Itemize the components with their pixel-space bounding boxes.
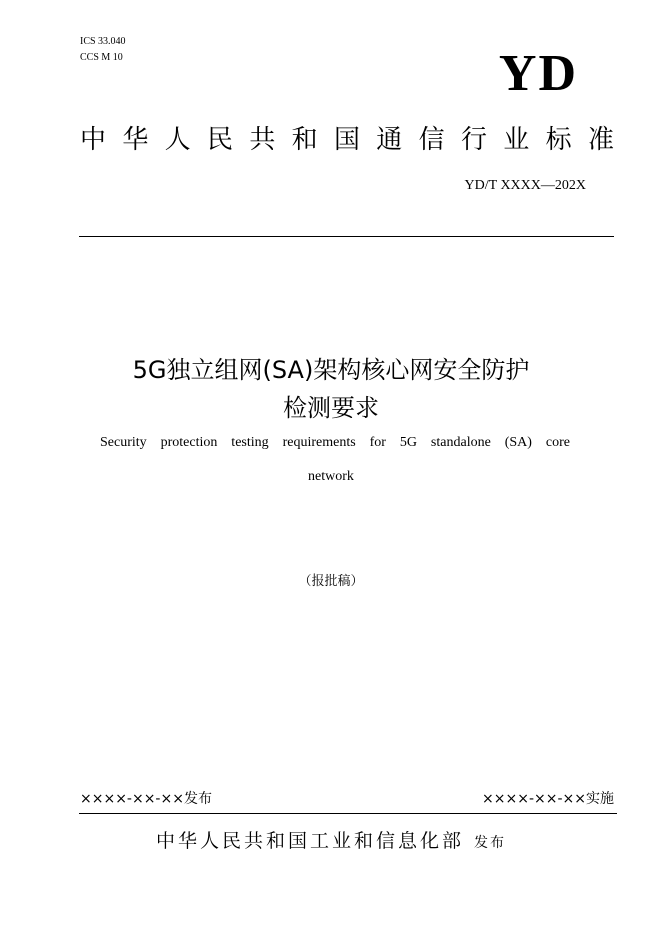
standard-category-char: 共: [249, 125, 276, 155]
standard-category-char: 华: [122, 125, 149, 155]
publisher-name: 中华人民共和国工业和信息化部: [155, 830, 464, 852]
standard-category-char: 国: [333, 125, 360, 155]
classification-codes: [80, 34, 126, 66]
header-divider: [79, 236, 614, 237]
ccs-code: CCS M 10: [80, 52, 123, 63]
yd-logo: YD: [498, 45, 578, 102]
standard-category-char: 中: [80, 125, 107, 155]
standard-category-char: 人: [164, 125, 191, 155]
document-title-en-line1: Security protection testing requirements for 5G standalone (SA) core: [100, 435, 570, 450]
ics-code: ICS 33.040: [80, 36, 126, 47]
standard-category-char: 标: [545, 125, 572, 155]
standard-category-char: 通: [376, 125, 403, 155]
footer-divider: [79, 813, 617, 814]
standard-category-char: 业: [503, 125, 530, 155]
implement-date: ××××-××-××实施: [482, 791, 614, 807]
publisher-line: [0, 826, 662, 853]
document-title-zh-line1: 5G独立组网(SA)架构核心网安全防护: [132, 356, 530, 384]
standard-number: YD/T XXXX—202X: [464, 178, 586, 193]
standard-category-title: [80, 120, 614, 160]
standard-category-char: 信: [418, 125, 445, 155]
standard-category-char: 准: [587, 125, 614, 155]
standard-category-char: 行: [460, 125, 487, 155]
draft-status: （报批稿）: [298, 574, 364, 589]
publish-date: ××××-××-××发布: [80, 791, 212, 807]
standard-category-char: 民: [206, 125, 233, 155]
publisher-suffix: 发布: [474, 835, 506, 851]
document-title-en-line2: network: [308, 469, 354, 484]
document-title-zh-line2: 检测要求: [283, 394, 379, 422]
standard-category-char: 和: [291, 125, 318, 155]
